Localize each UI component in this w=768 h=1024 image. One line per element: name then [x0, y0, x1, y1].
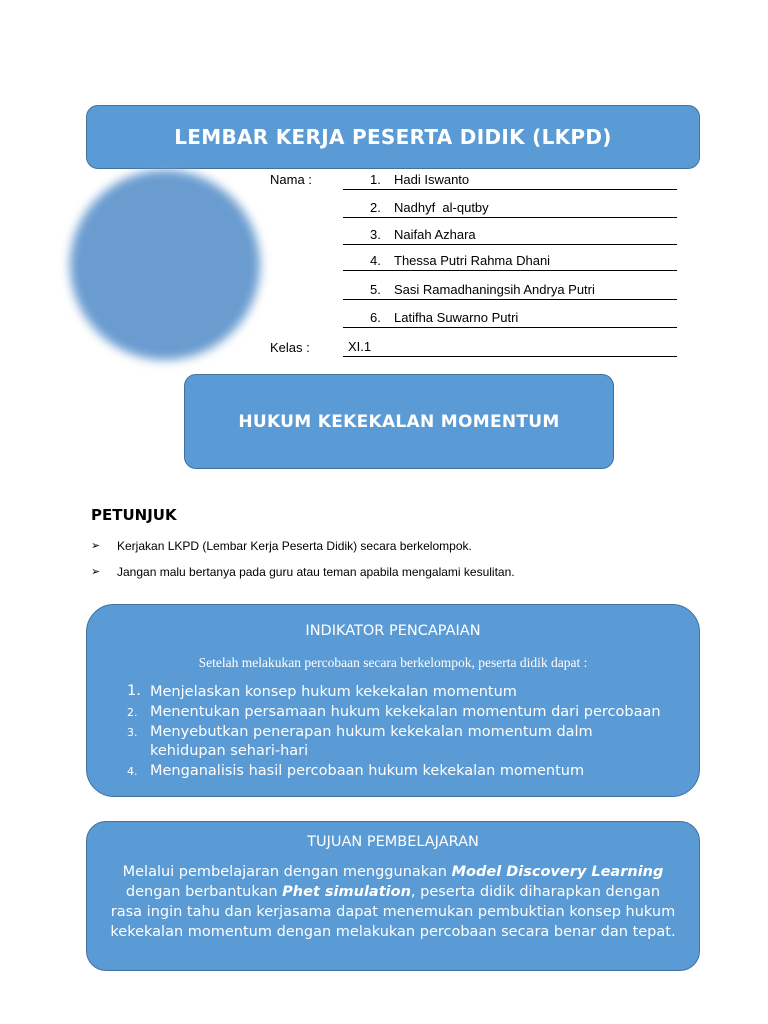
- indicators-intro: Setelah melakukan percobaan secara berkelompok, peserta didik dapat :: [198, 655, 588, 670]
- indicator-text: Menentukan persamaan hukum kekekalan momentum dari percobaan: [150, 704, 661, 720]
- member-name: Latifha Suwarno Putri: [394, 310, 519, 325]
- lkpd-title: LEMBAR KERJA PESERTA DIDIK (LKPD): [174, 125, 612, 149]
- instructions-heading: PETUNJUK: [91, 506, 177, 524]
- member-name: Sasi Ramadhaningsih Andrya Putri: [394, 282, 595, 297]
- member-row: [343, 165, 677, 190]
- member-number: 6.: [370, 310, 381, 325]
- indicator-text: Menjelaskan konsep hukum kekekalan momentum: [150, 684, 517, 700]
- arrow-bullet-icon: ➢: [91, 540, 101, 552]
- member-number: 4.: [370, 253, 381, 268]
- indicator-text: Menyebutkan penerapan hukum kekekalan momentum dalm kehidupan sehari-hari: [150, 724, 593, 759]
- class-value: XI.1: [348, 339, 372, 354]
- indicator-text: Menganalisis hasil percobaan hukum kekekalan momentum: [150, 763, 585, 779]
- objectives-text-part: dengan berbantukan: [125, 884, 283, 900]
- name-label: Nama :: [270, 172, 312, 187]
- member-name: Nadhyf al-qutby: [394, 200, 489, 215]
- indicator-number: 1.: [127, 683, 141, 699]
- member-number: 5.: [370, 282, 381, 297]
- member-name: Thessa Putri Rahma Dhani: [394, 253, 551, 268]
- member-row: [343, 275, 677, 300]
- member-name: Hadi Iswanto: [394, 172, 470, 187]
- indicator-number: 2.: [127, 706, 138, 719]
- objectives-title: TUJUAN PEMBELAJARAN: [307, 834, 479, 850]
- topic-banner: [184, 374, 614, 469]
- instruction-text: Kerjakan LKPD (Lembar Kerja Peserta Didik) secara berkelompok.: [117, 539, 472, 553]
- achievement-indicators-box: [86, 604, 700, 797]
- lkpd-title-banner: [86, 105, 700, 169]
- instruction-text: Jangan malu bertanya pada guru atau teman apabila mengalami kesulitan.: [117, 565, 515, 579]
- objectives-emphasis: Phet simulation: [282, 884, 411, 900]
- indicators-title: INDIKATOR PENCAPAIAN: [305, 623, 481, 639]
- class-field: [343, 332, 677, 357]
- member-name: Naifah Azhara: [394, 227, 476, 242]
- member-number: 2.: [370, 200, 381, 215]
- member-number: 3.: [370, 227, 381, 242]
- arrow-bullet-icon: ➢: [91, 566, 101, 578]
- topic-title: HUKUM KEKEKALAN MOMENTUM: [238, 411, 560, 432]
- objectives-text: [109, 862, 677, 942]
- member-row: [343, 220, 677, 245]
- objectives-text-part: , peserta didik diharapkan dengan rasa ingin tahu dan kerjasama dapat menemukan pembuktian konsep hukum kekekalan momentum dengan melakukan percobaan secara benar dan tepat.: [110, 884, 676, 940]
- class-label: Kelas :: [270, 340, 310, 355]
- objectives-emphasis: Model Discovery Learning: [451, 864, 664, 880]
- member-number: 1.: [370, 172, 381, 187]
- indicator-number: 3.: [127, 726, 138, 739]
- indicator-number: 4.: [127, 765, 138, 778]
- objectives-text-part: Melalui pembelajaran dengan menggunakan: [122, 864, 452, 880]
- member-row: [343, 193, 677, 218]
- member-row: [343, 246, 677, 271]
- group-photo-placeholder: [70, 170, 260, 360]
- member-row: [343, 303, 677, 328]
- learning-objectives-box: [86, 821, 700, 971]
